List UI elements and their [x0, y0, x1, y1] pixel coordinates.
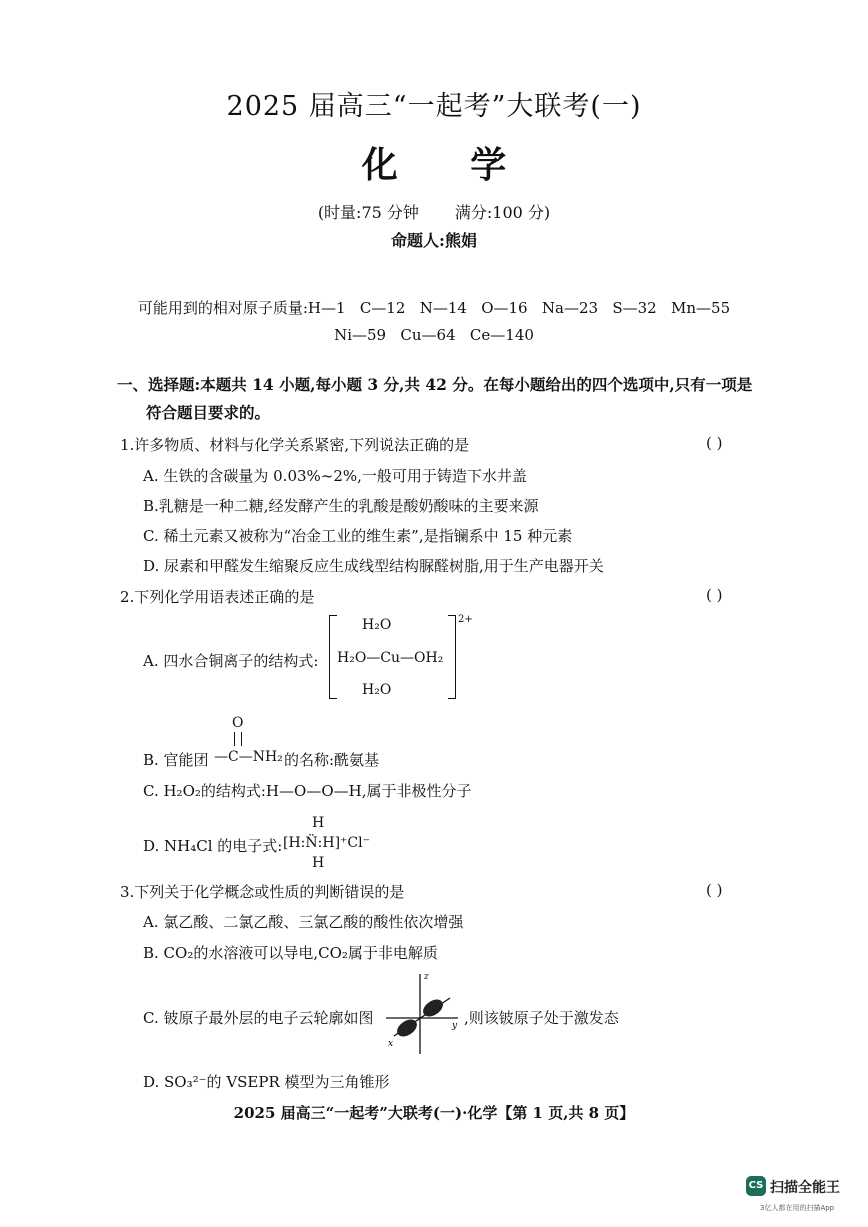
q3-option-c-label: C. 铍原子最外层的电子云轮廓如图 — [143, 1009, 374, 1027]
q2-option-d-label: D. NH₄Cl 的电子式: — [143, 837, 283, 855]
camscanner-name: 扫描全能王 — [770, 1180, 840, 1196]
q3-option-b: B. CO₂的水溶液可以导电,CO₂属于非电解质 — [143, 944, 438, 962]
camscanner-logo: CS — [746, 1176, 766, 1196]
q2-option-c: C. H₂O₂的结构式:H—O—O—H,属于非极性分子 — [143, 782, 472, 800]
q1-option-b: B.乳糖是一种二糖,经发酵产生的乳酸是酸奶酸味的主要来源 — [143, 497, 539, 515]
section-heading-line1: 一、选择题:本题共 14 小题,每小题 3 分,共 42 分。在每小题给出的四个选项中,只有一项是 — [117, 375, 753, 394]
amide-oxygen: O — [232, 715, 244, 731]
ammonium-top-h: H — [312, 815, 325, 831]
carbonyl-double-bond — [234, 732, 242, 746]
atomic-masses-line1: 可能用到的相对原子质量:H—1 C—12 N—14 O—16 Na—23 S—32 Mn—55 — [137, 299, 731, 317]
q3-option-a: A. 氯乙酸、二氯乙酸、三氯乙酸的酸性依次增强 — [143, 913, 464, 931]
q3-stem: 3.下列关于化学概念或性质的判断错误的是 — [120, 883, 405, 901]
x-axis-label: x — [388, 1039, 394, 1049]
time-limit: (时量:75 分钟 — [317, 203, 419, 222]
amide-group: —C—NH₂ — [214, 749, 283, 765]
q2-option-a: A. 四水合铜离子的结构式: — [143, 652, 319, 670]
section-heading-line2: 符合题目要求的。 — [146, 403, 271, 422]
orbital-lobe-lower — [394, 1016, 420, 1040]
q1-stem: 1.许多物质、材料与化学关系紧密,下列说法正确的是 — [120, 436, 470, 454]
q3-option-c-conclusion: ,则该铍原子处于激发态 — [464, 1009, 619, 1027]
exam-meta — [0, 200, 868, 223]
author: 命题人:熊娟 — [391, 231, 477, 250]
p-orbital-diagram — [382, 970, 462, 1056]
complex-middle: H₂O—Cu—OH₂ — [337, 650, 444, 666]
y-axis-label: y — [452, 1021, 458, 1031]
q2-option-b-label: B. 官能团 — [143, 751, 209, 769]
q2-option-b-name: 的名称:酰氨基 — [284, 751, 380, 769]
subject-title: 化 学 — [361, 144, 537, 186]
complex-bottom-ligand: H₂O — [362, 682, 392, 698]
q3-option-d: D. SO₃²⁻的 VSEPR 模型为三角锥形 — [143, 1073, 390, 1091]
full-score: 满分:100 分) — [454, 203, 551, 222]
q1-option-a: A. 生铁的含碳量为 0.03%~2%,一般可用于铸造下水井盖 — [143, 467, 527, 485]
ammonium-bottom-h: H — [312, 855, 325, 871]
q1-answer-paren: ( ) — [706, 434, 723, 452]
q1-option-d: D. 尿素和甲醛发生缩聚反应生成线型结构脲醛树脂,用于生产电器开关 — [143, 557, 604, 575]
z-axis-label: z — [424, 972, 429, 982]
q1-option-c: C. 稀土元素又被称为“冶金工业的维生素”,是指镧系中 15 种元素 — [143, 527, 573, 545]
atomic-masses-line2: Ni—59 Cu—64 Ce—140 — [334, 326, 534, 344]
complex-top-ligand: H₂O — [362, 617, 392, 633]
complex-charge: 2+ — [458, 614, 473, 625]
q3-answer-paren: ( ) — [706, 881, 723, 899]
q2-stem: 2.下列化学用语表述正确的是 — [120, 588, 315, 606]
camscanner-tagline: 3亿人都在用的扫描App — [760, 1204, 835, 1212]
ammonium-electron-formula: [H:N̈:H]⁺Cl⁻ — [283, 835, 370, 851]
exam-title: 2025 届高三“一起考”大联考(一) — [226, 91, 642, 122]
q2-answer-paren: ( ) — [706, 586, 723, 604]
page-footer: 2025 届高三“一起考”大联考(一)·化学【第 1 页,共 8 页】 — [233, 1104, 635, 1122]
